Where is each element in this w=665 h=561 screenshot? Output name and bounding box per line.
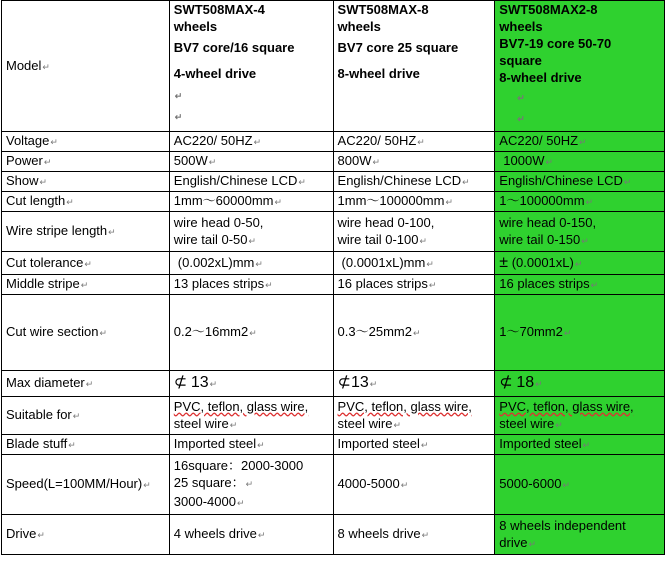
cell: 0.3～25mm2↵ bbox=[333, 295, 495, 371]
suitable-row bbox=[2, 397, 665, 435]
model-name: SWT508MAX2-8 bbox=[499, 2, 598, 17]
paragraph-mark-icon: ↵ bbox=[174, 91, 183, 101]
paragraph-mark-icon: ↵ bbox=[174, 112, 183, 122]
cell: ⊄ 18↵ bbox=[495, 371, 665, 397]
diameter-icon: ⊄ bbox=[173, 374, 188, 391]
cell: 1mm～60000mm↵ bbox=[169, 192, 333, 212]
model-name-2: wheels bbox=[499, 19, 543, 34]
cell: English/Chinese LCD↵ bbox=[169, 172, 333, 192]
cell: Imported steel↵ bbox=[495, 435, 665, 455]
diameter-icon: ⊄ bbox=[499, 374, 513, 391]
model-col3 bbox=[495, 1, 665, 132]
cell: wire head 0-100, wire tail 0-100↵ bbox=[333, 212, 495, 252]
speed-row bbox=[2, 455, 665, 515]
cell: 4 wheels drive↵ bbox=[169, 515, 333, 555]
model-core: BV7 core/16 square bbox=[173, 40, 295, 55]
model-core-2: square bbox=[499, 53, 542, 68]
model-col1 bbox=[169, 1, 333, 132]
cell: English/Chinese LCD↵ bbox=[495, 172, 665, 192]
cell: PVC, teflon, glass wire, steel wire↵ bbox=[495, 397, 665, 435]
cell: 8 wheels independent drive↵ bbox=[495, 515, 665, 555]
cut-tolerance-row bbox=[2, 252, 665, 275]
max-diameter-row bbox=[2, 371, 665, 397]
row-label: Voltage↵ bbox=[2, 132, 170, 152]
diameter-icon: ⊄ bbox=[337, 374, 351, 391]
row-label: Drive↵ bbox=[2, 515, 170, 555]
drive-row bbox=[2, 515, 665, 555]
model-drive: 8-wheel drive bbox=[499, 70, 582, 85]
cell: wire head 0-150, wire tail 0-150↵ bbox=[495, 212, 665, 252]
cell: ⊄13↵ bbox=[333, 371, 495, 397]
cell: 16square：2000-3000 25 square：↵ 3000-4000↵ bbox=[169, 455, 333, 515]
cell: PVC, teflon, glass wire, steel wire↵ bbox=[169, 397, 333, 435]
cell: 4000-5000↵ bbox=[333, 455, 495, 515]
cell: 13 places strips↵ bbox=[169, 275, 333, 295]
model-core: BV7-19 core 50-70 bbox=[499, 36, 612, 51]
cell: 5000-6000↵ bbox=[495, 455, 665, 515]
row-label: Cut tolerance↵ bbox=[2, 252, 170, 275]
model-drive: 8-wheel drive bbox=[337, 66, 420, 81]
row-label: Blade stuff↵ bbox=[2, 435, 170, 455]
model-name: SWT508MAX-8 bbox=[337, 2, 429, 17]
paragraph-mark-icon: ↵ bbox=[517, 114, 525, 124]
row-label: Show↵ bbox=[2, 172, 170, 192]
wire-stripe-row bbox=[2, 212, 665, 252]
row-label: Suitable for↵ bbox=[2, 397, 170, 435]
cell: 16 places strips↵ bbox=[333, 275, 495, 295]
model-name: SWT508MAX-4 bbox=[173, 2, 265, 17]
spec-table bbox=[1, 0, 665, 555]
power-row bbox=[2, 152, 665, 172]
cell: AC220/ 50HZ↵ bbox=[333, 132, 495, 152]
row-label: Wire stripe length↵ bbox=[2, 212, 170, 252]
cell: Imported steel↵ bbox=[169, 435, 333, 455]
blade-row bbox=[2, 435, 665, 455]
voltage-row bbox=[2, 132, 665, 152]
cell: 0.2～16mm2↵ bbox=[169, 295, 333, 371]
model-name-2: wheels bbox=[173, 19, 218, 34]
row-label: Model↵ bbox=[2, 1, 170, 132]
paragraph-mark-icon: ↵ bbox=[517, 93, 525, 103]
cell: English/Chinese LCD↵ bbox=[333, 172, 495, 192]
row-label: Middle stripe↵ bbox=[2, 275, 170, 295]
cell: 1～70mm2↵ bbox=[495, 295, 665, 371]
cell: 16 places strips↵ bbox=[495, 275, 665, 295]
row-label: Cut length↵ bbox=[2, 192, 170, 212]
cell: wire head 0-50, wire tail 0-50↵ bbox=[169, 212, 333, 252]
model-name-2: wheels bbox=[337, 19, 381, 34]
cut-wire-section-row bbox=[2, 295, 665, 371]
model-col2 bbox=[333, 1, 495, 132]
cut-length-row bbox=[2, 192, 665, 212]
cell: (0.002xL)mm↵ bbox=[169, 252, 333, 275]
cell: 500W↵ bbox=[169, 152, 333, 172]
row-label: Cut wire section↵ bbox=[2, 295, 170, 371]
cell: 1～100000mm↵ bbox=[495, 192, 665, 212]
cell: ± (0.0001xL)↵ bbox=[495, 252, 665, 275]
row-label: Speed(L=100MM/Hour)↵ bbox=[2, 455, 170, 515]
cell: 800W↵ bbox=[333, 152, 495, 172]
cell: AC220/ 50HZ↵ bbox=[169, 132, 333, 152]
cell: 1mm～100000mm↵ bbox=[333, 192, 495, 212]
model-drive: 4-wheel drive bbox=[173, 66, 257, 81]
row-label: Max diameter↵ bbox=[2, 371, 170, 397]
cell: Imported steel↵ bbox=[333, 435, 495, 455]
model-core: BV7 core 25 square bbox=[337, 40, 459, 55]
cell: 8 wheels drive↵ bbox=[333, 515, 495, 555]
show-row bbox=[2, 172, 665, 192]
cell: ⊄ 13↵ bbox=[169, 371, 333, 397]
cell: (0.0001xL)mm↵ bbox=[333, 252, 495, 275]
cell: PVC, teflon, glass wire, steel wire↵ bbox=[333, 397, 495, 435]
row-label: Power↵ bbox=[2, 152, 170, 172]
plus-minus-icon: ± bbox=[499, 253, 509, 271]
middle-stripe-row bbox=[2, 275, 665, 295]
model-row bbox=[2, 1, 665, 132]
cell: 1000W↵ bbox=[495, 152, 665, 172]
cell: AC220/ 50HZ↵ bbox=[495, 132, 665, 152]
